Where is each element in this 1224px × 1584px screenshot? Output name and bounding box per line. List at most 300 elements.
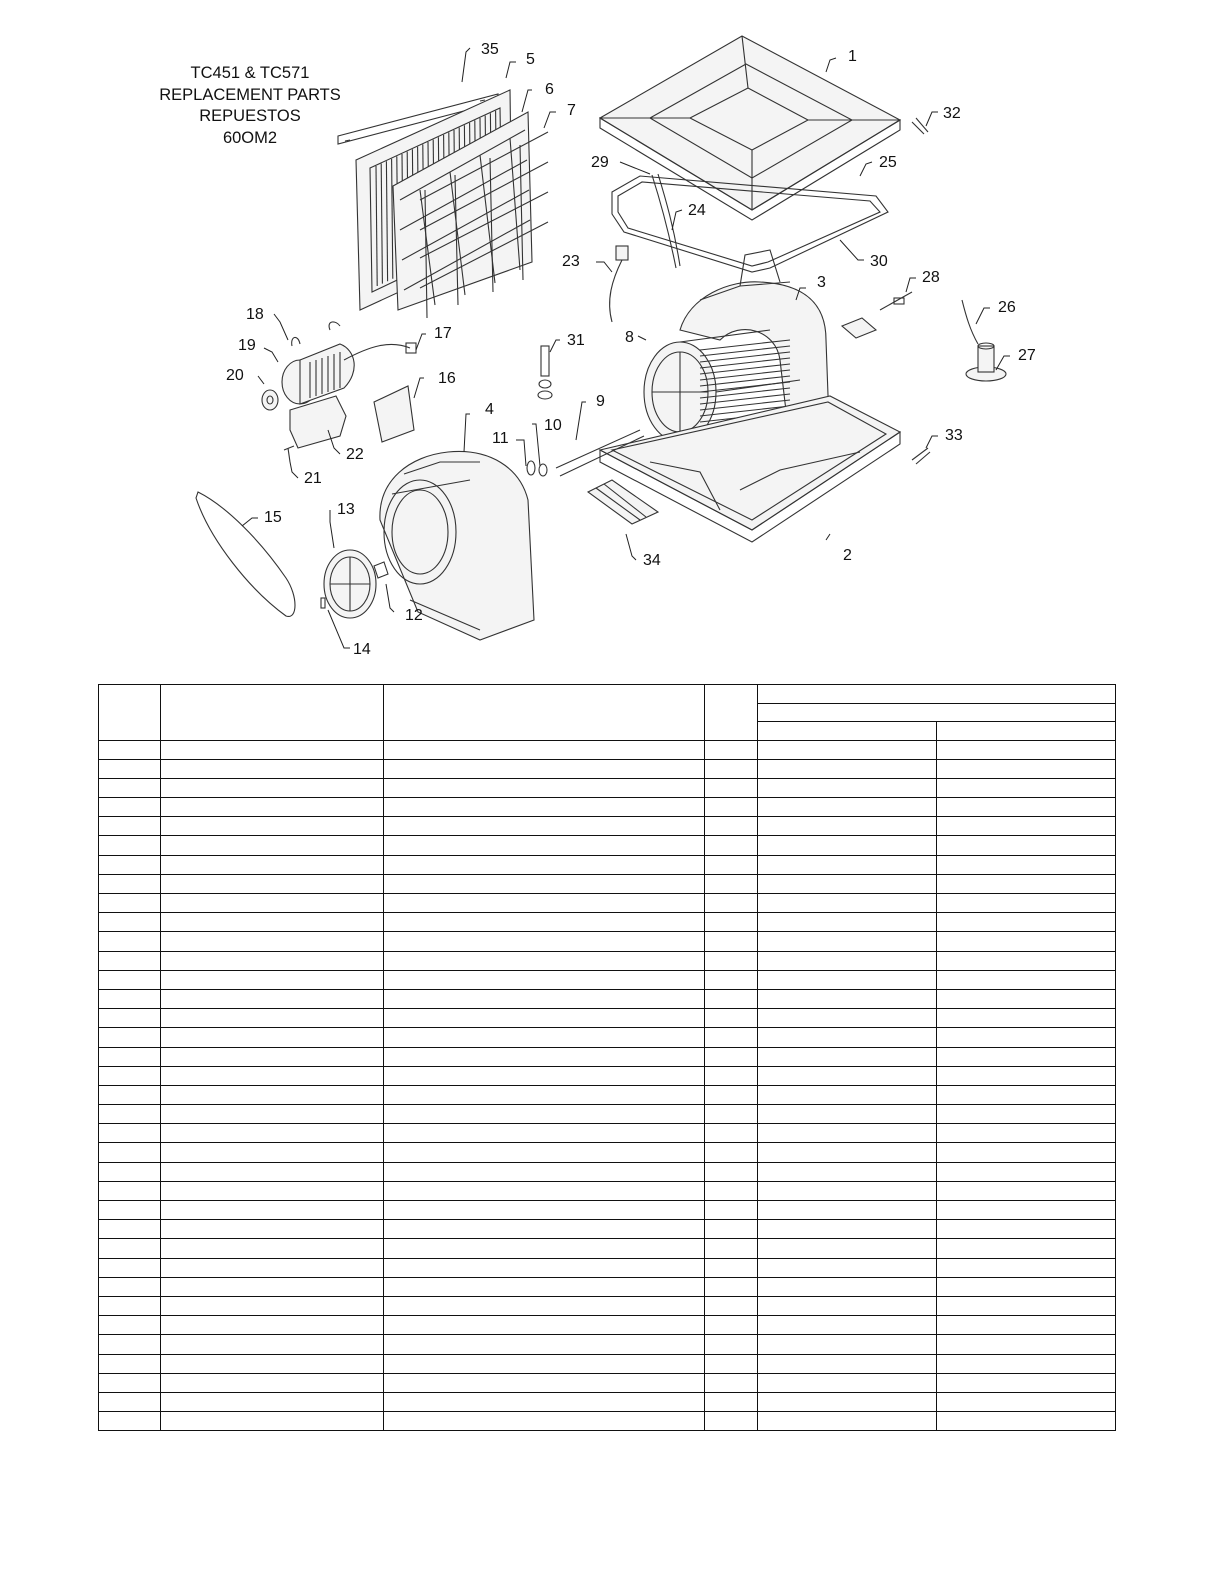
table-cell — [758, 913, 937, 932]
table-cell — [758, 932, 937, 951]
table-cell — [937, 932, 1116, 951]
table-cell — [384, 1316, 705, 1335]
table-cell — [758, 1124, 937, 1143]
table-cell — [161, 1220, 384, 1239]
table-cell — [758, 1143, 937, 1162]
table-cell — [758, 1105, 937, 1124]
table-cell — [937, 951, 1116, 970]
table-cell — [99, 1296, 161, 1315]
table-cell — [161, 989, 384, 1008]
table-cell — [937, 836, 1116, 855]
callout-13: 13 — [337, 501, 355, 518]
table-cell — [758, 989, 937, 1008]
table-row — [99, 1239, 1116, 1258]
table-cell — [161, 932, 384, 951]
table-row — [99, 1162, 1116, 1181]
exploded-parts-diagram — [0, 0, 1224, 680]
table-row — [99, 1258, 1116, 1277]
table-cell — [161, 970, 384, 989]
table-cell — [384, 1354, 705, 1373]
table-cell — [161, 1124, 384, 1143]
table-row — [99, 1124, 1116, 1143]
table-row — [99, 1412, 1116, 1431]
table-cell — [384, 1105, 705, 1124]
table-cell — [161, 1412, 384, 1431]
table-cell — [705, 1354, 758, 1373]
table-cell — [705, 1143, 758, 1162]
table-header-row — [99, 685, 1116, 704]
table-cell — [99, 951, 161, 970]
part-31-float-valve — [538, 346, 552, 399]
table-cell — [705, 1028, 758, 1047]
table-cell — [99, 1373, 161, 1392]
table-cell — [384, 1335, 705, 1354]
table-cell — [758, 1335, 937, 1354]
table-cell — [161, 951, 384, 970]
table-cell — [161, 1201, 384, 1220]
table-cell — [384, 1162, 705, 1181]
table-cell — [758, 951, 937, 970]
callout-28: 28 — [922, 269, 940, 286]
title-code-line: 60OM2 — [222, 128, 278, 147]
table-cell — [384, 1181, 705, 1200]
callout-29: 29 — [591, 154, 609, 171]
table-cell — [758, 874, 937, 893]
table-cell — [937, 1258, 1116, 1277]
callout-25: 25 — [879, 154, 897, 171]
part-32-clip — [912, 118, 928, 134]
table-cell — [705, 1412, 758, 1431]
table-cell — [161, 1143, 384, 1162]
table-cell — [161, 1162, 384, 1181]
table-cell — [99, 778, 161, 797]
table-cell — [99, 1181, 161, 1200]
part-28-connector — [880, 292, 912, 310]
table-cell — [937, 989, 1116, 1008]
table-cell — [384, 759, 705, 778]
table-cell — [937, 1143, 1116, 1162]
title-model-line: TC451 & TC571 — [190, 64, 310, 82]
callout-21: 21 — [304, 470, 322, 487]
table-cell — [384, 1085, 705, 1104]
table-cell — [758, 798, 937, 817]
callout-9: 9 — [596, 393, 605, 410]
table-row — [99, 1066, 1116, 1085]
wheel-slat — [700, 352, 790, 362]
table-row — [99, 874, 1116, 893]
table-row — [99, 1085, 1116, 1104]
table-row — [99, 1373, 1116, 1392]
table-cell — [705, 1220, 758, 1239]
table-cell — [758, 817, 937, 836]
table-cell — [937, 740, 1116, 759]
table-cell — [758, 836, 937, 855]
callout-20: 20 — [226, 367, 244, 384]
table-cell — [99, 798, 161, 817]
table-cell — [161, 1258, 384, 1277]
table-row — [99, 1143, 1116, 1162]
table-row — [99, 1181, 1116, 1200]
table-cell — [99, 932, 161, 951]
table-cell — [384, 1258, 705, 1277]
table-row — [99, 1028, 1116, 1047]
table-cell — [705, 759, 758, 778]
table-cell — [705, 1277, 758, 1296]
header-cell-group — [758, 685, 1116, 704]
table-cell — [937, 1028, 1116, 1047]
table-cell — [705, 1373, 758, 1392]
table-cell — [161, 1105, 384, 1124]
table-row — [99, 932, 1116, 951]
table-cell — [705, 1392, 758, 1411]
table-cell — [99, 1047, 161, 1066]
table-row — [99, 855, 1116, 874]
table-cell — [758, 1009, 937, 1028]
table-cell — [758, 1085, 937, 1104]
table-cell — [384, 1009, 705, 1028]
table-row — [99, 894, 1116, 913]
table-cell — [384, 836, 705, 855]
callout-27: 27 — [1018, 347, 1036, 364]
table-row — [99, 1105, 1116, 1124]
table-cell — [161, 1085, 384, 1104]
part-control-box — [842, 318, 876, 338]
table-cell — [384, 1124, 705, 1143]
table-row — [99, 1047, 1116, 1066]
callout-17: 17 — [434, 325, 452, 342]
table-row — [99, 817, 1116, 836]
part-2-water-tank — [600, 396, 900, 542]
table-cell — [384, 1239, 705, 1258]
table-cell — [384, 1373, 705, 1392]
callout-19: 19 — [238, 337, 256, 354]
parts-table-body — [99, 685, 1116, 1431]
table-cell — [99, 759, 161, 778]
table-cell — [705, 1047, 758, 1066]
table-cell — [99, 1220, 161, 1239]
table-cell — [705, 836, 758, 855]
table-cell — [758, 1412, 937, 1431]
callout-33: 33 — [945, 427, 963, 444]
table-cell — [705, 1335, 758, 1354]
callout-4: 4 — [485, 401, 494, 418]
table-cell — [705, 1124, 758, 1143]
table-cell — [161, 740, 384, 759]
table-cell — [161, 1239, 384, 1258]
table-cell — [384, 778, 705, 797]
table-cell — [384, 970, 705, 989]
table-row — [99, 1316, 1116, 1335]
table-cell — [937, 1201, 1116, 1220]
table-cell — [161, 1373, 384, 1392]
table-cell — [758, 740, 937, 759]
callout-14: 14 — [353, 641, 371, 658]
table-cell — [705, 874, 758, 893]
callout-18: 18 — [246, 306, 264, 323]
table-cell — [758, 1028, 937, 1047]
callout-22: 22 — [346, 446, 364, 463]
table-cell — [705, 1105, 758, 1124]
wheel-slat — [700, 364, 790, 374]
table-cell — [384, 932, 705, 951]
callout-12: 12 — [405, 607, 423, 624]
table-cell — [384, 913, 705, 932]
table-row — [99, 836, 1116, 855]
table-cell — [758, 1181, 937, 1200]
table-cell — [384, 1066, 705, 1085]
part-11-fitting — [527, 461, 535, 475]
table-cell — [161, 836, 384, 855]
table-cell — [99, 1085, 161, 1104]
part-14-key — [321, 598, 325, 608]
table-cell — [937, 1105, 1116, 1124]
table-cell — [705, 855, 758, 874]
part-26-switch-wire — [962, 300, 978, 344]
title-replacement-parts-line: REPLACEMENT PARTS — [159, 85, 341, 104]
table-cell — [705, 894, 758, 913]
table-cell — [705, 778, 758, 797]
part-20-motor-pulley — [262, 390, 278, 410]
table-cell — [937, 759, 1116, 778]
table-row — [99, 1354, 1116, 1373]
table-cell — [705, 1066, 758, 1085]
callout-34: 34 — [643, 552, 661, 569]
header-cell-part-number — [161, 685, 384, 741]
table-row — [99, 740, 1116, 759]
table-cell — [705, 1162, 758, 1181]
table-cell — [758, 1296, 937, 1315]
table-cell — [705, 1181, 758, 1200]
table-cell — [384, 1277, 705, 1296]
table-cell — [937, 1277, 1116, 1296]
table-cell — [161, 913, 384, 932]
table-cell — [937, 778, 1116, 797]
table-cell — [99, 1028, 161, 1047]
table-cell — [99, 1009, 161, 1028]
part-16-cover-plate — [374, 386, 414, 442]
table-cell — [99, 836, 161, 855]
table-cell — [937, 1316, 1116, 1335]
table-cell — [99, 1277, 161, 1296]
table-cell — [161, 1066, 384, 1085]
callout-1: 1 — [848, 48, 857, 65]
table-cell — [99, 1066, 161, 1085]
table-cell — [161, 759, 384, 778]
callout-32: 32 — [943, 105, 961, 122]
table-cell — [937, 798, 1116, 817]
table-cell — [937, 1220, 1116, 1239]
table-cell — [384, 798, 705, 817]
table-cell — [937, 894, 1116, 913]
table-cell — [758, 1047, 937, 1066]
part-33-clip — [912, 448, 930, 464]
table-row — [99, 1392, 1116, 1411]
table-cell — [384, 1047, 705, 1066]
table-cell — [99, 1201, 161, 1220]
table-cell — [758, 970, 937, 989]
header-cell-description — [384, 685, 705, 741]
table-cell — [937, 1373, 1116, 1392]
table-cell — [384, 1220, 705, 1239]
table-cell — [758, 1162, 937, 1181]
table-cell — [384, 1392, 705, 1411]
table-row — [99, 1009, 1116, 1028]
table-cell — [161, 817, 384, 836]
table-cell — [99, 1335, 161, 1354]
table-cell — [99, 1143, 161, 1162]
callout-16: 16 — [438, 370, 456, 387]
table-cell — [758, 1066, 937, 1085]
table-cell — [758, 1201, 937, 1220]
part-21-bolt — [284, 446, 294, 462]
table-cell — [937, 970, 1116, 989]
table-cell — [384, 1143, 705, 1162]
table-cell — [937, 1412, 1116, 1431]
header-cell-model-b — [937, 722, 1116, 741]
table-cell — [758, 894, 937, 913]
table-cell — [99, 1162, 161, 1181]
table-cell — [161, 1181, 384, 1200]
table-cell — [705, 1239, 758, 1258]
table-cell — [99, 874, 161, 893]
table-row — [99, 1296, 1116, 1315]
table-cell — [937, 1354, 1116, 1373]
callout-11: 11 — [492, 430, 509, 447]
callout-5: 5 — [526, 51, 535, 68]
table-cell — [937, 1296, 1116, 1315]
table-cell — [99, 740, 161, 759]
table-cell — [937, 913, 1116, 932]
part-23-pump-cable — [610, 246, 628, 322]
table-cell — [705, 1258, 758, 1277]
callout-6: 6 — [545, 81, 554, 98]
table-cell — [161, 874, 384, 893]
table-row — [99, 989, 1116, 1008]
table-cell — [758, 1277, 937, 1296]
table-cell — [937, 874, 1116, 893]
table-cell — [161, 798, 384, 817]
table-cell — [705, 1009, 758, 1028]
wheel-slat — [700, 358, 790, 368]
table-cell — [937, 1335, 1116, 1354]
table-cell — [384, 817, 705, 836]
table-cell — [161, 1277, 384, 1296]
table-cell — [937, 1162, 1116, 1181]
table-cell — [161, 894, 384, 913]
table-cell — [705, 740, 758, 759]
table-cell — [99, 1124, 161, 1143]
table-cell — [161, 1354, 384, 1373]
table-cell — [758, 1373, 937, 1392]
table-cell — [937, 1181, 1116, 1200]
table-cell — [161, 1028, 384, 1047]
table-cell — [384, 951, 705, 970]
title-repuestos-line: REPUESTOS — [199, 107, 301, 125]
table-cell — [99, 1239, 161, 1258]
callout-7: 7 — [567, 102, 576, 119]
callout-10: 10 — [544, 417, 562, 434]
table-cell — [161, 1047, 384, 1066]
part-13-blower-pulley — [324, 550, 376, 618]
table-cell — [99, 817, 161, 836]
table-cell — [99, 913, 161, 932]
table-cell — [99, 989, 161, 1008]
callout-35: 35 — [481, 41, 499, 58]
table-cell — [161, 855, 384, 874]
part-19-motor — [282, 344, 354, 404]
part-4-scroll-housing — [380, 451, 534, 640]
table-cell — [705, 913, 758, 932]
table-row — [99, 798, 1116, 817]
callout-2: 2 — [843, 547, 852, 564]
table-cell — [384, 874, 705, 893]
table-cell — [758, 1258, 937, 1277]
table-cell — [705, 798, 758, 817]
table-cell — [705, 1296, 758, 1315]
callout-31: 31 — [567, 332, 585, 349]
table-cell — [99, 970, 161, 989]
header-cell-quantity — [705, 685, 758, 741]
table-cell — [705, 1201, 758, 1220]
table-cell — [99, 1412, 161, 1431]
table-row — [99, 1220, 1116, 1239]
table-cell — [705, 989, 758, 1008]
callout-15: 15 — [264, 509, 282, 526]
table-cell — [705, 1316, 758, 1335]
header-cell-subgroup — [758, 703, 1116, 722]
table-cell — [937, 1047, 1116, 1066]
table-cell — [937, 1239, 1116, 1258]
table-cell — [937, 1066, 1116, 1085]
table-cell — [161, 1316, 384, 1335]
callout-26: 26 — [998, 299, 1016, 316]
table-cell — [99, 1105, 161, 1124]
table-cell — [384, 1201, 705, 1220]
table-cell — [384, 989, 705, 1008]
wheel-slat — [700, 346, 790, 356]
table-cell — [705, 817, 758, 836]
table-cell — [384, 855, 705, 874]
table-row — [99, 1277, 1116, 1296]
part-18-clip — [292, 337, 300, 346]
table-row — [99, 778, 1116, 797]
table-row — [99, 1201, 1116, 1220]
table-cell — [758, 759, 937, 778]
table-cell — [99, 1392, 161, 1411]
table-cell — [937, 1124, 1116, 1143]
callout-23: 23 — [562, 253, 580, 270]
table-cell — [99, 855, 161, 874]
table-cell — [384, 1028, 705, 1047]
table-cell — [937, 1392, 1116, 1411]
table-cell — [705, 970, 758, 989]
table-cell — [758, 855, 937, 874]
table-row — [99, 951, 1116, 970]
callout-3: 3 — [817, 274, 826, 291]
table-row — [99, 1335, 1116, 1354]
table-cell — [758, 778, 937, 797]
table-cell — [384, 740, 705, 759]
table-cell — [758, 1392, 937, 1411]
table-cell — [705, 1085, 758, 1104]
table-cell — [161, 1296, 384, 1315]
table-cell — [384, 1412, 705, 1431]
table-row — [99, 759, 1116, 778]
table-cell — [937, 855, 1116, 874]
table-cell — [384, 1296, 705, 1315]
callout-8: 8 — [625, 329, 634, 346]
table-cell — [99, 894, 161, 913]
